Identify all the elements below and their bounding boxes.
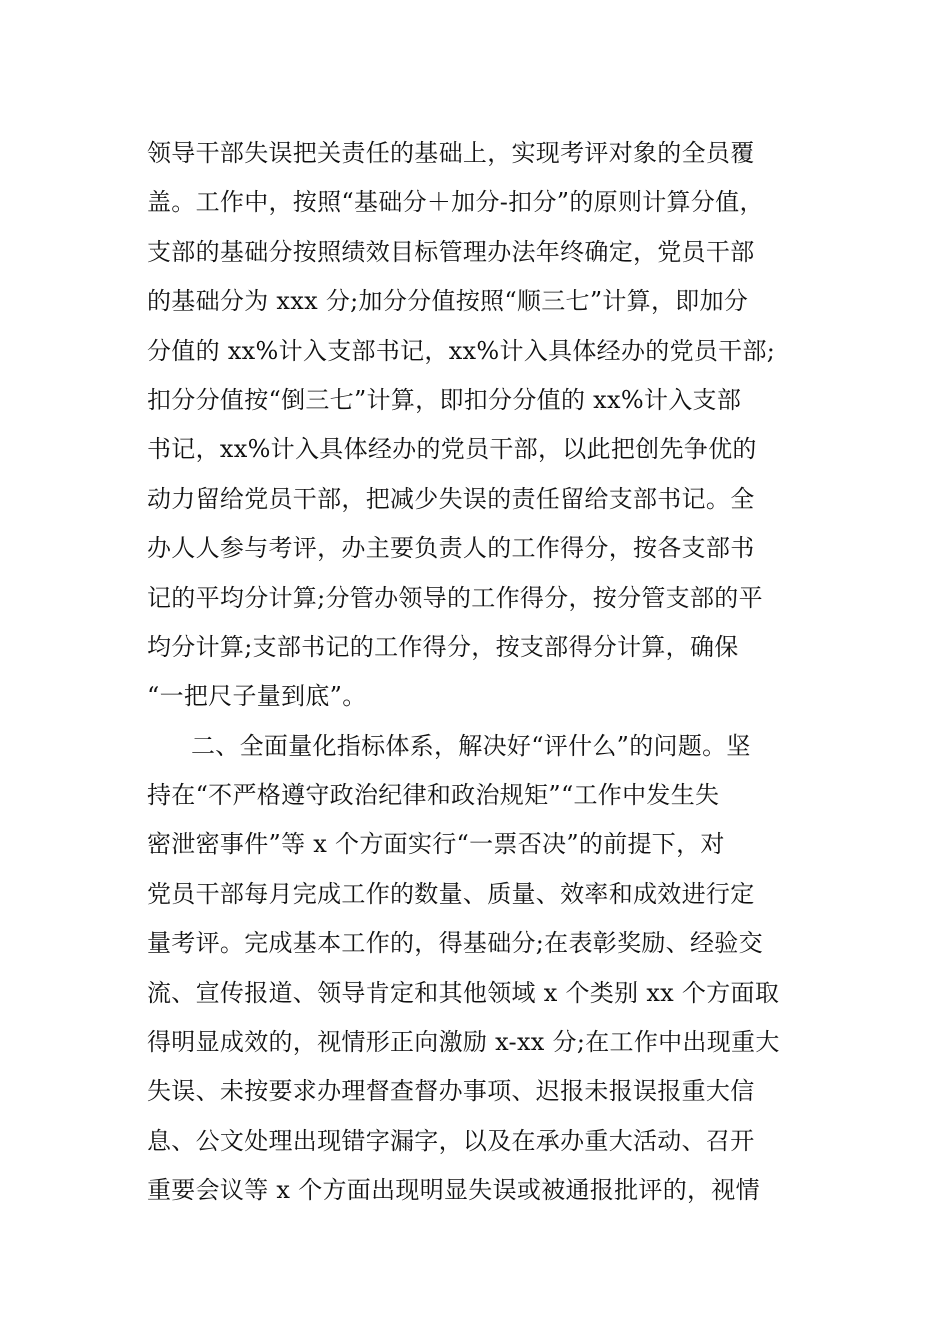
text-line: 均分计算;支部书记的工作得分，按支部得分计算，确保 — [147, 632, 739, 661]
text-line: 支部的基础分按照绩效目标管理办法年终确定，党员干部 — [147, 237, 755, 266]
text-line: 办人人参与考评，办主要负责人的工作得分，按各支部书 — [147, 534, 755, 563]
text-line: 流、宣传报道、领导肯定和其他领域 x 个类别 xx 个方面取 — [147, 978, 780, 1007]
text-line: 领导干部失误把关责任的基础上，实现考评对象的全员覆 — [147, 139, 755, 167]
text-line: 动力留给党员干部，把减少失误的责任留给支部书记。全 — [147, 484, 755, 513]
document-body — [147, 129, 811, 1216]
text-line: “一把尺子量到底”。 — [147, 682, 367, 711]
text-line: 密泄密事件”等 x 个方面实行“一票否决”的前提下，对 — [147, 830, 725, 859]
text-line: 盖。工作中，按照“基础分＋加分-扣分”的原则计算分值， — [147, 188, 764, 217]
text-line: 党员干部每月完成工作的数量、质量、效率和成效进行定 — [147, 879, 755, 908]
text-line: 持在“不严格遵守政治纪律和政治规矩”“工作中发生失 — [147, 781, 720, 810]
section-heading-line: 二、全面量化指标体系，解决好“评什么”的问题。坚 — [191, 731, 751, 760]
text-line: 失误、未按要求办理督查督办事项、迟报未报误报重大信 — [147, 1077, 755, 1106]
text-line: 重要会议等 x 个方面出现明显失误或被通报批评的，视情 — [147, 1176, 760, 1205]
text-line: 记的平均分计算;分管办领导的工作得分，按分管支部的平 — [147, 583, 763, 612]
text-line: 分值的 xx%计入支部书记，xx%计入具体经办的党员干部; — [147, 336, 776, 365]
text-line: 的基础分为 xxx 分;加分分值按照“顺三七”计算，即加分 — [147, 287, 749, 316]
text-line: 书记，xx%计入具体经办的党员干部，以此把创先争优的 — [147, 435, 757, 464]
text-line: 量考评。完成基本工作的，得基础分;在表彰奖励、经验交 — [147, 929, 763, 958]
text-line: 息、公文处理出现错字漏字，以及在承办重大活动、召开 — [147, 1126, 755, 1155]
text-line: 得明显成效的，视情形正向激励 x-xx 分;在工作中出现重大 — [147, 1028, 780, 1057]
text-line: 扣分分值按“倒三七”计算，即扣分分值的 xx%计入支部 — [147, 385, 742, 414]
